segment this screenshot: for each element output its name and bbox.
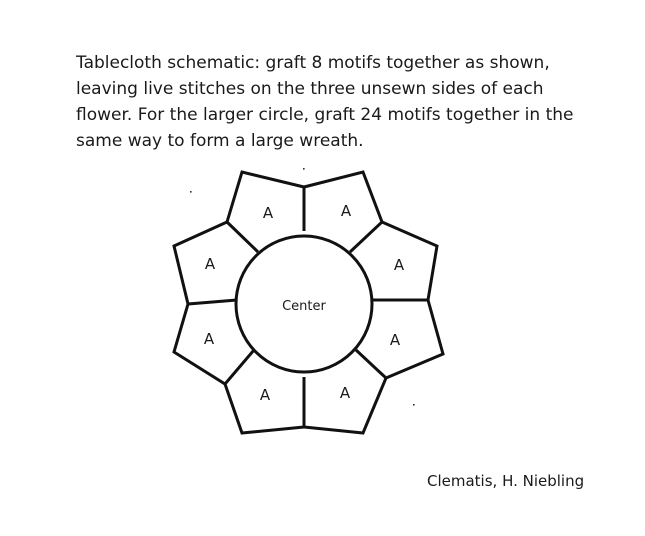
motif-label-upper-left: A	[204, 255, 216, 273]
credit-text: Clematis, H. Niebling	[427, 472, 585, 490]
motif-label-lower-right: A	[389, 331, 401, 349]
stray-mark	[190, 191, 192, 193]
stray-mark	[303, 168, 305, 170]
description-line-3: flower. For the larger circle, graft 24 motifs together in the	[76, 105, 574, 125]
motif-label-bottom-left: A	[259, 386, 271, 404]
motif-label-upper-right: A	[393, 256, 405, 274]
stray-mark	[413, 404, 415, 406]
description-line-2: leaving live stitches on the three unsewn sides of each	[76, 79, 544, 99]
description-line-4: same way to form a large wreath.	[76, 131, 364, 151]
motif-outline-upper-right	[372, 222, 437, 300]
motif-label-lower-left: A	[203, 330, 215, 348]
center-label: Center	[282, 299, 326, 314]
motif-label-top-right: A	[340, 202, 352, 220]
motif-label-top-left: A	[262, 204, 274, 222]
description-line-1: Tablecloth schematic: graft 8 motifs together as shown,	[76, 53, 550, 73]
motif-label-bottom-right: A	[339, 384, 351, 402]
